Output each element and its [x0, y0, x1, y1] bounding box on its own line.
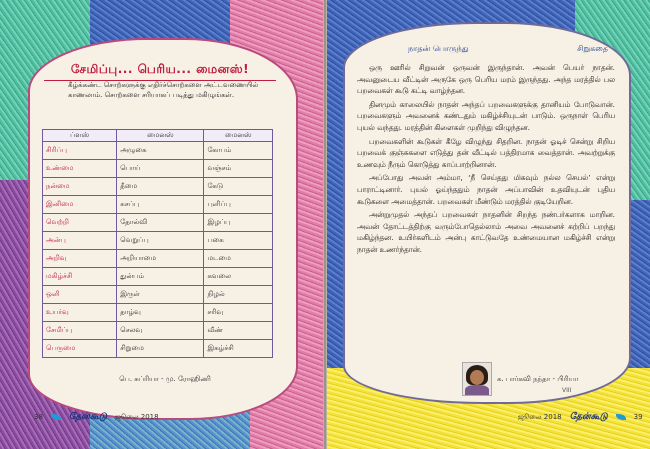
- table-cell: பகை: [204, 232, 273, 250]
- table-cell: புளிப்பு: [204, 196, 273, 214]
- story-section: சிறுகதை: [577, 44, 608, 53]
- table-cell: கேடு: [204, 178, 273, 196]
- table-cell: கோபம்: [204, 142, 273, 160]
- story-title: நாதன் பொருந்து: [408, 44, 469, 53]
- table-row: [43, 160, 273, 178]
- page-number: 38: [34, 413, 43, 421]
- table-row: [43, 178, 273, 196]
- table-row: [43, 250, 273, 268]
- table-cell: இகழ்ச்சி: [204, 340, 273, 358]
- left-page-footer: [34, 410, 159, 424]
- table-cell: பெருமை: [43, 340, 117, 358]
- table-cell: இனிமை: [43, 196, 117, 214]
- table-cell: சிரிப்பு: [43, 142, 117, 160]
- table-cell: அழுகை: [117, 142, 204, 160]
- photo-body: [465, 385, 489, 396]
- magazine-name: தேன்கூடு: [569, 411, 608, 422]
- column-header: ப்ளஸ்: [43, 130, 117, 142]
- table-cell: வெற்றி: [43, 214, 117, 232]
- table-cell: சேமிப்பு: [43, 322, 117, 340]
- leaf-icon: [616, 414, 626, 420]
- column-header: மைனஸ்: [204, 130, 273, 142]
- table-cell: தாழ்வு: [117, 304, 204, 322]
- table-cell: பொய்: [117, 160, 204, 178]
- story-paragraph: ஒரு ஊரில் சிறுவன் ஒருவன் இருந்தான். அவன் பெயர் நாதன். அவனுடைய வீட்டின் அருகே ஒரு பெரிய மரம் இருந்தது. அந்த மரத்தில் பல பறவைகள் கூடு கட்டி வாழ்ந்தன.: [357, 63, 615, 96]
- story-paragraph: அன்றுமுதல் அந்தப் பறவைகள் நாதனின் சிறந்த நண்பர்களாக மாறின. அவன் தோட்டத்திற்கு வரும்போதெல்லாம் அவை அவனைச் சுற்றிப் பறந்து மகிழ்ந்தன. உயிர்களிடம் அன்பு காட்டுவதே உண்மையான மகிழ்ச்சி என்று நாதன் உணர்ந்தான்.: [357, 210, 615, 254]
- photo-face: [470, 370, 484, 385]
- magazine-name: தேன்கூடு: [68, 411, 107, 422]
- table-cell: மகிழ்ச்சி: [43, 268, 117, 286]
- left-page-intro: கீழ்க்கண்ட சொற்களுக்கு எதிர்ச்சொற்களை அட்டவணையில் காணலாம். சொற்களை சரியாகப் படித்து மகிழுங்கள்.: [68, 81, 259, 99]
- table-cell: நிழல்: [204, 286, 273, 304]
- table-row: [43, 286, 273, 304]
- table-cell: இருள்: [117, 286, 204, 304]
- story-paragraph: பறவைகளின் கூடுகள் கீழே விழுந்து சிதறின. நாதன் ஓடிச் சென்று சிறிய பறவைக் குஞ்சுகளை எடுத்து தன் வீட்டில் பத்திரமாக வைத்தான். அவற்றுக்கு உணவும் நீரும் கொடுத்து காப்பாற்றினான்.: [357, 136, 615, 169]
- table-cell: மடமை: [204, 250, 273, 268]
- table-cell: சரிவு: [204, 304, 273, 322]
- table-cell: உண்மை: [43, 160, 117, 178]
- leaf-icon: [51, 414, 61, 420]
- table-cell: சிறுமை: [117, 340, 204, 358]
- table-row: [43, 232, 273, 250]
- table-cell: நன்மை: [43, 178, 117, 196]
- table-cell: அன்பு: [43, 232, 117, 250]
- page-number: 39: [633, 413, 643, 421]
- table-cell: அறிவு: [43, 250, 117, 268]
- table-row: [43, 340, 273, 358]
- author-photo: [462, 362, 492, 396]
- table-cell: ஒளி: [43, 286, 117, 304]
- left-page-title: சேமிப்பு... பெரிய... மைனஸ்!: [44, 62, 276, 81]
- table-cell: கவலை: [204, 268, 273, 286]
- table-header-row: [43, 130, 273, 142]
- table-cell: வஞ்சம்: [204, 160, 273, 178]
- left-page-credit: பெ. சுப்ரியா - மு. ரோஹிணி: [119, 375, 211, 383]
- table-cell: அறியாமை: [117, 250, 204, 268]
- table-cell: வீண்: [204, 322, 273, 340]
- table-cell: தோல்வி: [117, 214, 204, 232]
- table-row: [43, 322, 273, 340]
- issue-date: ஜூலை 2018: [518, 412, 562, 421]
- table-cell: உயர்வு: [43, 304, 117, 322]
- table-row: [43, 304, 273, 322]
- story-author: க. பார்கவி நந்தா - பிரியா: [497, 375, 579, 383]
- table-cell: தீமை: [117, 178, 204, 196]
- story-body: [357, 62, 615, 258]
- issue-date: ஜூலை 2018: [114, 412, 159, 421]
- story-header: [408, 44, 608, 54]
- author-class: VIII: [562, 387, 572, 394]
- table-row: [43, 142, 273, 160]
- table-row: [43, 268, 273, 286]
- table-row: [43, 196, 273, 214]
- table-cell: கசப்பு: [117, 196, 204, 214]
- right-page-footer: [518, 410, 643, 424]
- table-cell: துன்பம்: [117, 268, 204, 286]
- column-header: மைனஸ்: [117, 130, 204, 142]
- story-paragraph: தினமும் காலையில் நாதன் அந்தப் பறவைகளுக்கு தானியம் போடுவான். பறவைகளும் அவனைக் கண்டதும் மகிழ்ச்சியுடன் பாடும். ஒருநாள் பெரிய புயல் வந்தது. மரத்தின் கிளைகள் முறிந்து விழுந்தன.: [357, 99, 615, 132]
- table-cell: செலவு: [117, 322, 204, 340]
- table-row: [43, 214, 273, 232]
- page-gutter: [323, 0, 327, 449]
- story-paragraph: அப்போது அவன் அம்மா, ‘நீ செய்தது மிகவும் நல்ல செயல்’ என்று பாராட்டினார். புயல் ஓய்ந்ததும் நாதன் அப்பாவின் உதவியுடன் புதிய கூடுகளை அமைத்தான். பறவைகள் மீண்டும் மரத்தில் குடியேறின.: [357, 173, 615, 206]
- table-cell: வெறுப்பு: [117, 232, 204, 250]
- table-cell: இழப்பு: [204, 214, 273, 232]
- word-table: [42, 129, 273, 358]
